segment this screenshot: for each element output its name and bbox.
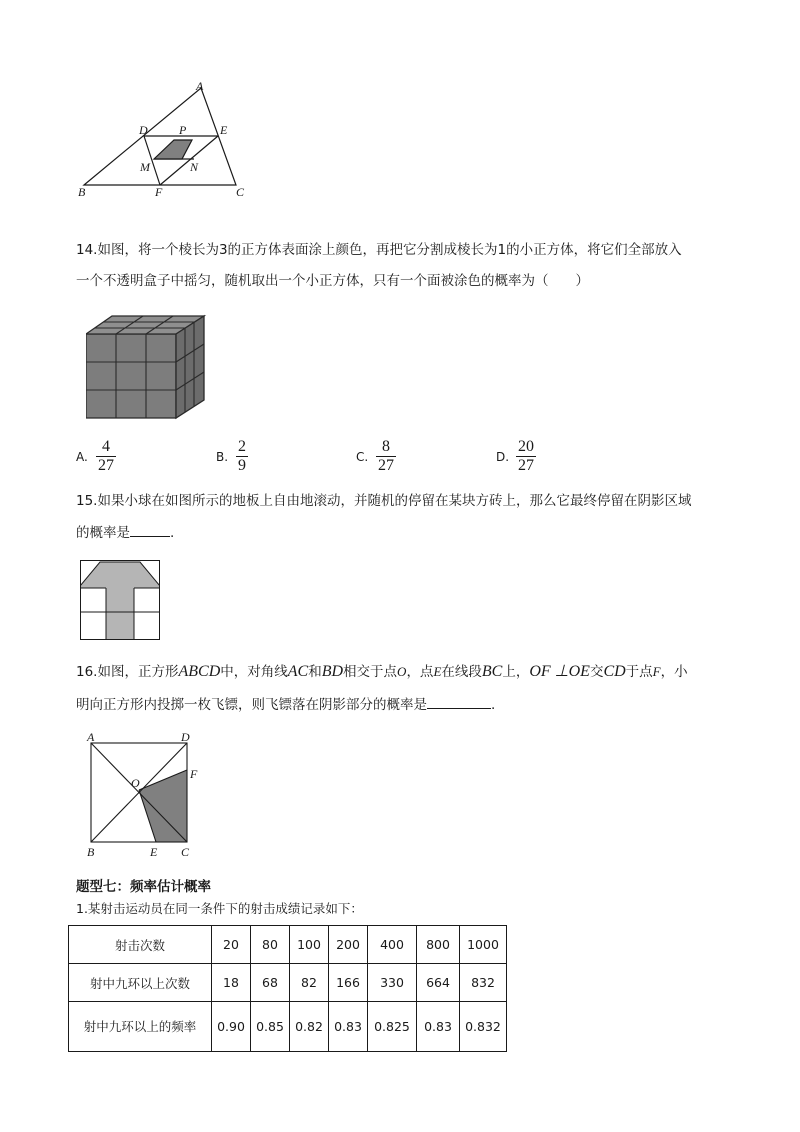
option-letter: D. [496,450,510,464]
q16-text: 中，对角线 [220,664,288,680]
q14-line2: 一个不透明盒子中摇匀，随机取出一个小正方体，只有一个面被涂色的概率为（ ） [76,273,589,289]
label-F: F [155,185,163,199]
row-header: 射击次数 [69,926,212,964]
denominator: 27 [378,457,394,474]
q15-line2-text: 的概率是 [76,525,130,541]
label-C: C [236,185,245,199]
label-E: E [220,123,228,137]
shaded-region [139,770,187,842]
table-cell: 664 [417,964,460,1002]
label-E: E [150,845,158,859]
triangle-figure [70,78,260,203]
answer-blank[interactable] [130,522,170,537]
table-cell: 832 [460,964,507,1002]
q16-side-cd: CD [603,663,626,680]
q16-text: 于点 [625,664,653,680]
q16-text: 相交于点 [343,664,398,680]
table-cell: 68 [251,964,290,1002]
fraction [236,438,248,475]
table-cell: 1000 [460,926,507,964]
label-P: P [179,123,187,137]
q16-text: ，小 [660,664,688,680]
label-A: A [196,79,204,93]
table-cell: 80 [251,926,290,964]
table-row [69,926,507,964]
square-figure [84,730,202,860]
q15-line1: 15.如果小球在如图所示的地板上自由地滚动，并随机的停留在某块方砖上，那么它最终停留在阴影区域 [76,493,692,509]
q16-point-o: O [397,664,407,679]
numerator: 8 [382,438,390,455]
label-O: O [131,776,140,790]
table-cell: 82 [290,964,329,1002]
option-letter: B. [216,450,229,464]
q16-text: 在线段 [441,664,482,680]
table-row [69,964,507,1002]
denominator: 27 [98,457,114,474]
table-cell: 100 [290,926,329,964]
label-C: C [181,845,190,859]
cube-figure [86,314,210,422]
label-B: B [78,185,86,199]
section-title: 题型七：频率估计概率 [76,879,211,895]
table-cell: 800 [417,926,460,964]
table-cell: 400 [368,926,417,964]
label-F: F [190,767,198,781]
q16-text: 16.如图，正方形 [76,664,179,680]
table-cell: 0.825 [368,1002,417,1052]
row-header: 射中九环以上的频率 [69,1002,212,1052]
label-D: D [181,730,190,744]
table-cell: 0.83 [417,1002,460,1052]
table-cell: 20 [212,926,251,964]
label-D: D [139,123,148,137]
table-cell: 0.82 [290,1002,329,1052]
shaded-parallelogram [154,140,192,159]
section7-q1: 1.某射击运动员在同一条件下的射击成绩记录如下： [76,901,363,916]
numerator: 20 [518,438,534,455]
q16-text: 上， [502,664,530,680]
fraction [96,438,116,475]
table-cell: 166 [329,964,368,1002]
option-letter: C. [356,450,369,464]
q16-line1 [76,662,688,682]
table-cell: 18 [212,964,251,1002]
q16-text: 和 [308,664,322,680]
q16-diagonal-ac: AC [287,663,309,680]
table-cell: 0.832 [460,1002,507,1052]
shaded-arrow [80,562,160,640]
q16-perpendicular: OF ⊥OE [529,663,590,680]
q16-text: ，点 [406,664,434,680]
label-A: A [87,730,95,744]
q16-period: . [491,697,496,713]
table-cell: 200 [329,926,368,964]
q16-point-e: E [433,664,442,679]
shooting-record-table [68,925,507,1052]
row-header: 射中九环以上次数 [69,964,212,1002]
table-cell: 0.90 [212,1002,251,1052]
fraction [376,438,396,475]
denominator: 9 [238,457,246,474]
q15-line2 [76,522,174,543]
numerator: 4 [102,438,110,455]
table-cell: 0.85 [251,1002,290,1052]
q16-diagonal-bd: BD [321,663,344,680]
q16-line2-text: 明向正方形内投掷一枚飞镖，则飞镖落在阴影部分的概率是 [76,697,427,713]
label-M: M [140,160,150,174]
q16-point-f: F [652,664,661,679]
q16-text: 交 [589,664,604,680]
label-N: N [190,160,199,174]
fraction [516,438,536,475]
option-letter: A. [76,450,88,464]
table-row [69,1002,507,1052]
table-cell: 0.83 [329,1002,368,1052]
floor-tile-figure [80,560,160,640]
answer-blank[interactable] [427,694,491,709]
denominator: 27 [518,457,534,474]
numerator: 2 [238,438,246,455]
q14-line1: 14.如图，将一个棱长为3的正方体表面涂上颜色，再把它分割成棱长为1的小正方体，将它们全部放入 [76,242,682,258]
label-B: B [87,845,95,859]
table-cell: 330 [368,964,417,1002]
q15-period: . [170,525,175,541]
q16-line2 [76,694,495,715]
q16-square-label: ABCD [178,663,221,680]
q16-segment-bc: BC [481,663,503,680]
